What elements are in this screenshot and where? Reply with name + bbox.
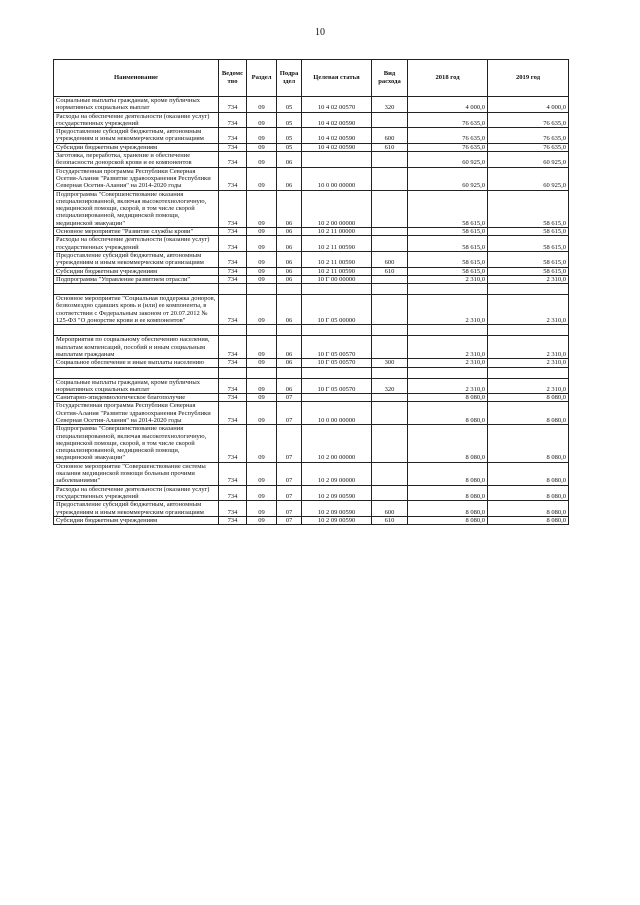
cell-name: Субсидии бюджетным учреждениям — [54, 267, 219, 275]
cell-vr — [372, 402, 408, 425]
cell-csr: 10 4 02 00570 — [302, 97, 372, 113]
cell-razdel: 09 — [247, 295, 277, 325]
cell-ved: 734 — [219, 112, 247, 128]
cell-ved: 734 — [219, 190, 247, 227]
cell-2019: 2 310,0 — [488, 336, 569, 359]
page-number: 10 — [315, 27, 325, 38]
cell-ved: 734 — [219, 501, 247, 517]
cell-vr: 610 — [372, 516, 408, 524]
spacer-cell — [219, 284, 247, 295]
cell-2019: 58 615,0 — [488, 190, 569, 227]
cell-vr: 300 — [372, 359, 408, 367]
cell-csr: 10 2 09 00590 — [302, 516, 372, 524]
cell-2019: 60 925,0 — [488, 167, 569, 190]
cell-ved: 734 — [219, 275, 247, 283]
table-spacer-row — [54, 325, 569, 336]
spacer-cell — [302, 367, 372, 378]
cell-name: Предоставление субсидий бюджетным, автономным учреждениям и иным некоммерческим организациям — [54, 501, 219, 517]
cell-csr: 10 2 00 00000 — [302, 425, 372, 462]
table-row — [54, 425, 569, 462]
cell-2018: 58 615,0 — [408, 267, 488, 275]
cell-2018: 58 615,0 — [408, 190, 488, 227]
cell-2018: 4 000,0 — [408, 97, 488, 113]
table-row — [54, 143, 569, 151]
cell-2019: 76 635,0 — [488, 143, 569, 151]
cell-ved: 734 — [219, 394, 247, 402]
cell-csr: 10 4 02 00590 — [302, 112, 372, 128]
cell-name: Расходы на обеспечение деятельности (оказание услуг) государственных учреждений — [54, 112, 219, 128]
cell-csr: 10 4 02 00590 — [302, 128, 372, 144]
cell-name: Субсидии бюджетным учреждениям — [54, 143, 219, 151]
cell-razdel: 09 — [247, 97, 277, 113]
cell-podrazdel: 06 — [277, 251, 302, 267]
cell-csr: 10 2 11 00590 — [302, 236, 372, 252]
cell-ved: 734 — [219, 378, 247, 394]
spacer-cell — [488, 325, 569, 336]
cell-ved: 734 — [219, 152, 247, 168]
table-row — [54, 128, 569, 144]
spacer-cell — [302, 325, 372, 336]
cell-2019: 8 080,0 — [488, 402, 569, 425]
cell-razdel: 09 — [247, 378, 277, 394]
spacer-cell — [408, 325, 488, 336]
cell-podrazdel: 05 — [277, 128, 302, 144]
header-razdel: Раздел — [247, 60, 277, 97]
table-row — [54, 336, 569, 359]
cell-2019: 8 080,0 — [488, 425, 569, 462]
cell-ved: 734 — [219, 251, 247, 267]
table-spacer-row — [54, 367, 569, 378]
header-podrazdel: Подра здел — [277, 60, 302, 97]
cell-podrazdel: 06 — [277, 275, 302, 283]
cell-razdel: 09 — [247, 143, 277, 151]
cell-2018: 8 080,0 — [408, 425, 488, 462]
cell-vr — [372, 275, 408, 283]
cell-vr: 610 — [372, 267, 408, 275]
spacer-cell — [247, 325, 277, 336]
cell-vr — [372, 236, 408, 252]
cell-podrazdel: 06 — [277, 167, 302, 190]
cell-vr — [372, 112, 408, 128]
cell-podrazdel: 06 — [277, 152, 302, 168]
spacer-cell — [372, 284, 408, 295]
cell-podrazdel: 07 — [277, 425, 302, 462]
cell-name: Государственная программа Республики Северная Осетия-Алания "Развитие здравоохранения Республики Северная Осетия-Алания" на 2014-2020 годы — [54, 167, 219, 190]
cell-name: Расходы на обеспечение деятельности (оказание услуг) государственных учреждений — [54, 236, 219, 252]
cell-ved: 734 — [219, 143, 247, 151]
cell-2018: 76 635,0 — [408, 112, 488, 128]
cell-podrazdel: 07 — [277, 501, 302, 517]
cell-name: Социальные выплаты гражданам, кроме публичных нормативных социальных выплат — [54, 97, 219, 113]
cell-razdel: 09 — [247, 267, 277, 275]
cell-csr: 10 2 09 00590 — [302, 485, 372, 501]
table-row — [54, 402, 569, 425]
cell-razdel: 09 — [247, 128, 277, 144]
cell-ved: 734 — [219, 267, 247, 275]
cell-ved: 734 — [219, 485, 247, 501]
table-row — [54, 228, 569, 236]
cell-razdel: 09 — [247, 336, 277, 359]
cell-vr — [372, 190, 408, 227]
cell-csr: 10 4 02 00590 — [302, 143, 372, 151]
cell-2019: 2 310,0 — [488, 295, 569, 325]
cell-name: Подпрограмма "Управление развитием отрасли" — [54, 275, 219, 283]
cell-ved: 734 — [219, 516, 247, 524]
cell-2018: 8 080,0 — [408, 462, 488, 485]
cell-vr — [372, 152, 408, 168]
cell-ved: 734 — [219, 228, 247, 236]
cell-2019: 58 615,0 — [488, 267, 569, 275]
cell-razdel: 09 — [247, 236, 277, 252]
table-row — [54, 462, 569, 485]
table-body — [54, 97, 569, 525]
table-row — [54, 516, 569, 524]
table-spacer-row — [54, 284, 569, 295]
header-vr: Вид расхода — [372, 60, 408, 97]
cell-razdel: 09 — [247, 501, 277, 517]
table-row — [54, 167, 569, 190]
spacer-cell — [277, 367, 302, 378]
cell-name: Основное мероприятие "Совершенствование системы оказания медицинской помощи больным прочими заболеваниями" — [54, 462, 219, 485]
cell-2018: 58 615,0 — [408, 251, 488, 267]
cell-podrazdel: 06 — [277, 267, 302, 275]
cell-csr: 10 0 00 00000 — [302, 402, 372, 425]
cell-2018: 8 080,0 — [408, 485, 488, 501]
cell-csr: 10 2 11 00590 — [302, 251, 372, 267]
header-2018: 2018 год — [408, 60, 488, 97]
cell-name: Социальные выплаты гражданам, кроме публичных нормативных социальных выплат — [54, 378, 219, 394]
cell-name: Заготовка, переработка, хранение и обеспечение безопасности донорской крови и ее компонентов — [54, 152, 219, 168]
spacer-cell — [488, 367, 569, 378]
table-row — [54, 251, 569, 267]
cell-name: Предоставление субсидий бюджетным, автономным учреждениям и иным некоммерческим организациям — [54, 251, 219, 267]
cell-razdel: 09 — [247, 425, 277, 462]
cell-2019: 4 000,0 — [488, 97, 569, 113]
table-row — [54, 501, 569, 517]
spacer-cell — [54, 325, 219, 336]
cell-2019: 60 925,0 — [488, 152, 569, 168]
cell-podrazdel: 06 — [277, 228, 302, 236]
spacer-cell — [219, 367, 247, 378]
cell-podrazdel: 06 — [277, 190, 302, 227]
header-csr: Целевая статья — [302, 60, 372, 97]
cell-2019: 2 310,0 — [488, 275, 569, 283]
cell-razdel: 09 — [247, 112, 277, 128]
cell-podrazdel: 06 — [277, 378, 302, 394]
cell-podrazdel: 06 — [277, 236, 302, 252]
spacer-cell — [247, 367, 277, 378]
cell-csr: 10 Г 05 00570 — [302, 378, 372, 394]
spacer-cell — [277, 284, 302, 295]
cell-vr — [372, 295, 408, 325]
cell-name: Социальное обеспечение и иные выплаты населению — [54, 359, 219, 367]
cell-razdel: 09 — [247, 251, 277, 267]
spacer-cell — [408, 284, 488, 295]
cell-2018: 2 310,0 — [408, 336, 488, 359]
budget-table — [53, 59, 569, 525]
cell-csr — [302, 394, 372, 402]
cell-name: Основное мероприятие "Развитие службы крови" — [54, 228, 219, 236]
cell-razdel: 09 — [247, 167, 277, 190]
cell-csr: 10 2 00 00000 — [302, 190, 372, 227]
cell-csr: 10 0 00 00000 — [302, 167, 372, 190]
cell-podrazdel: 06 — [277, 359, 302, 367]
table-row — [54, 485, 569, 501]
cell-ved: 734 — [219, 97, 247, 113]
table-row — [54, 295, 569, 325]
spacer-cell — [488, 284, 569, 295]
cell-name: Государственная программа Республики Северная Осетия-Алания "Развитие здравоохранения Республики Северная Осетия-Алания" на 2014-2020 годы — [54, 402, 219, 425]
cell-razdel: 09 — [247, 485, 277, 501]
cell-csr: 10 2 11 00590 — [302, 267, 372, 275]
cell-ved: 734 — [219, 128, 247, 144]
cell-vr: 600 — [372, 128, 408, 144]
cell-vr — [372, 425, 408, 462]
cell-2019: 58 615,0 — [488, 251, 569, 267]
cell-2018: 60 925,0 — [408, 167, 488, 190]
cell-podrazdel: 07 — [277, 394, 302, 402]
cell-csr: 10 2 11 00000 — [302, 228, 372, 236]
cell-vr — [372, 167, 408, 190]
cell-razdel: 09 — [247, 275, 277, 283]
cell-2019: 76 635,0 — [488, 112, 569, 128]
cell-csr: 10 Г 05 00570 — [302, 336, 372, 359]
cell-podrazdel: 06 — [277, 336, 302, 359]
cell-name: Расходы на обеспечение деятельности (оказание услуг) государственных учреждений — [54, 485, 219, 501]
cell-ved: 734 — [219, 359, 247, 367]
header-name: Наименование — [54, 60, 219, 97]
cell-ved: 734 — [219, 462, 247, 485]
cell-2019: 8 080,0 — [488, 485, 569, 501]
cell-razdel: 09 — [247, 516, 277, 524]
cell-name: Санитарно-эпидемиологическое благополучие — [54, 394, 219, 402]
cell-podrazdel: 07 — [277, 462, 302, 485]
table-row — [54, 275, 569, 283]
table-row — [54, 152, 569, 168]
cell-vr: 320 — [372, 97, 408, 113]
cell-podrazdel: 06 — [277, 295, 302, 325]
cell-2018: 76 635,0 — [408, 143, 488, 151]
cell-vr — [372, 336, 408, 359]
spacer-cell — [277, 325, 302, 336]
cell-name: Предоставление субсидий бюджетным, автономным учреждениям и иным некоммерческим организациям — [54, 128, 219, 144]
spacer-cell — [247, 284, 277, 295]
spacer-cell — [219, 325, 247, 336]
cell-2019: 76 635,0 — [488, 128, 569, 144]
cell-ved: 734 — [219, 236, 247, 252]
cell-2019: 58 615,0 — [488, 228, 569, 236]
cell-vr — [372, 485, 408, 501]
cell-name: Субсидии бюджетным учреждениям — [54, 516, 219, 524]
table-row — [54, 359, 569, 367]
spacer-cell — [302, 284, 372, 295]
cell-razdel: 09 — [247, 228, 277, 236]
cell-vr: 600 — [372, 501, 408, 517]
cell-csr: 10 2 09 00000 — [302, 462, 372, 485]
cell-razdel: 09 — [247, 462, 277, 485]
table-row — [54, 190, 569, 227]
cell-csr: 10 Г 05 00570 — [302, 359, 372, 367]
cell-2018: 58 615,0 — [408, 228, 488, 236]
table-row — [54, 236, 569, 252]
cell-name: Подпрограмма "Совершенствование оказания специализированной, включая высокотехнологичную, медицинской помощи, скорой, в том числе скорой специализированной, медицинской помощи, медицинской эвакуации" — [54, 190, 219, 227]
cell-2019: 2 310,0 — [488, 359, 569, 367]
cell-razdel: 09 — [247, 359, 277, 367]
cell-2019: 58 615,0 — [488, 236, 569, 252]
cell-vr — [372, 462, 408, 485]
cell-podrazdel: 07 — [277, 402, 302, 425]
table-row — [54, 378, 569, 394]
header-ved: Ведомс тво — [219, 60, 247, 97]
cell-podrazdel: 07 — [277, 485, 302, 501]
cell-2018: 8 080,0 — [408, 402, 488, 425]
cell-2019: 2 310,0 — [488, 378, 569, 394]
cell-2018: 2 310,0 — [408, 359, 488, 367]
cell-vr — [372, 394, 408, 402]
cell-2018: 8 080,0 — [408, 394, 488, 402]
cell-ved: 734 — [219, 336, 247, 359]
spacer-cell — [54, 284, 219, 295]
cell-2018: 76 635,0 — [408, 128, 488, 144]
spacer-cell — [408, 367, 488, 378]
cell-name: Основное мероприятие "Социальная поддержка доноров, безвозмездно сдавших кровь и (или) ее компоненты, в соответствии с Федеральным законом от 20.07.2012 № 125-ФЗ "О донорстве крови и ее компонентов" — [54, 295, 219, 325]
cell-2018: 2 310,0 — [408, 378, 488, 394]
cell-csr — [302, 152, 372, 168]
cell-vr: 610 — [372, 143, 408, 151]
cell-podrazdel: 05 — [277, 97, 302, 113]
cell-razdel: 09 — [247, 402, 277, 425]
table-header-row — [54, 60, 569, 97]
cell-vr: 320 — [372, 378, 408, 394]
cell-vr: 600 — [372, 251, 408, 267]
cell-csr: 10 2 09 00590 — [302, 501, 372, 517]
cell-2018: 8 080,0 — [408, 516, 488, 524]
table-row — [54, 97, 569, 113]
table-row — [54, 112, 569, 128]
cell-razdel: 09 — [247, 394, 277, 402]
cell-2019: 8 080,0 — [488, 462, 569, 485]
cell-2019: 8 080,0 — [488, 516, 569, 524]
cell-ved: 734 — [219, 167, 247, 190]
cell-2019: 8 080,0 — [488, 501, 569, 517]
cell-razdel: 09 — [247, 152, 277, 168]
table-row — [54, 394, 569, 402]
cell-2018: 2 310,0 — [408, 295, 488, 325]
cell-2019: 8 080,0 — [488, 394, 569, 402]
cell-vr — [372, 228, 408, 236]
cell-ved: 734 — [219, 295, 247, 325]
cell-ved: 734 — [219, 402, 247, 425]
spacer-cell — [372, 325, 408, 336]
spacer-cell — [372, 367, 408, 378]
cell-2018: 2 310,0 — [408, 275, 488, 283]
cell-name: Подпрограмма "Совершенствование оказания специализированной, включая высокотехнологичную, медицинской помощи, скорой, в том числе скорой специализированной, медицинской помощи, медицинской эвакуации" — [54, 425, 219, 462]
cell-podrazdel: 07 — [277, 516, 302, 524]
cell-csr: 10 Г 05 00000 — [302, 295, 372, 325]
cell-csr: 10 Г 00 00000 — [302, 275, 372, 283]
cell-2018: 60 925,0 — [408, 152, 488, 168]
spacer-cell — [54, 367, 219, 378]
cell-podrazdel: 05 — [277, 112, 302, 128]
cell-ved: 734 — [219, 425, 247, 462]
cell-2018: 58 615,0 — [408, 236, 488, 252]
table-row — [54, 267, 569, 275]
header-2019: 2019 год — [488, 60, 569, 97]
cell-razdel: 09 — [247, 190, 277, 227]
cell-podrazdel: 05 — [277, 143, 302, 151]
cell-2018: 8 080,0 — [408, 501, 488, 517]
cell-name: Мероприятия по социальному обеспечению населения, выплатам компенсаций, пособий и иным социальным выплатам гражданам — [54, 336, 219, 359]
